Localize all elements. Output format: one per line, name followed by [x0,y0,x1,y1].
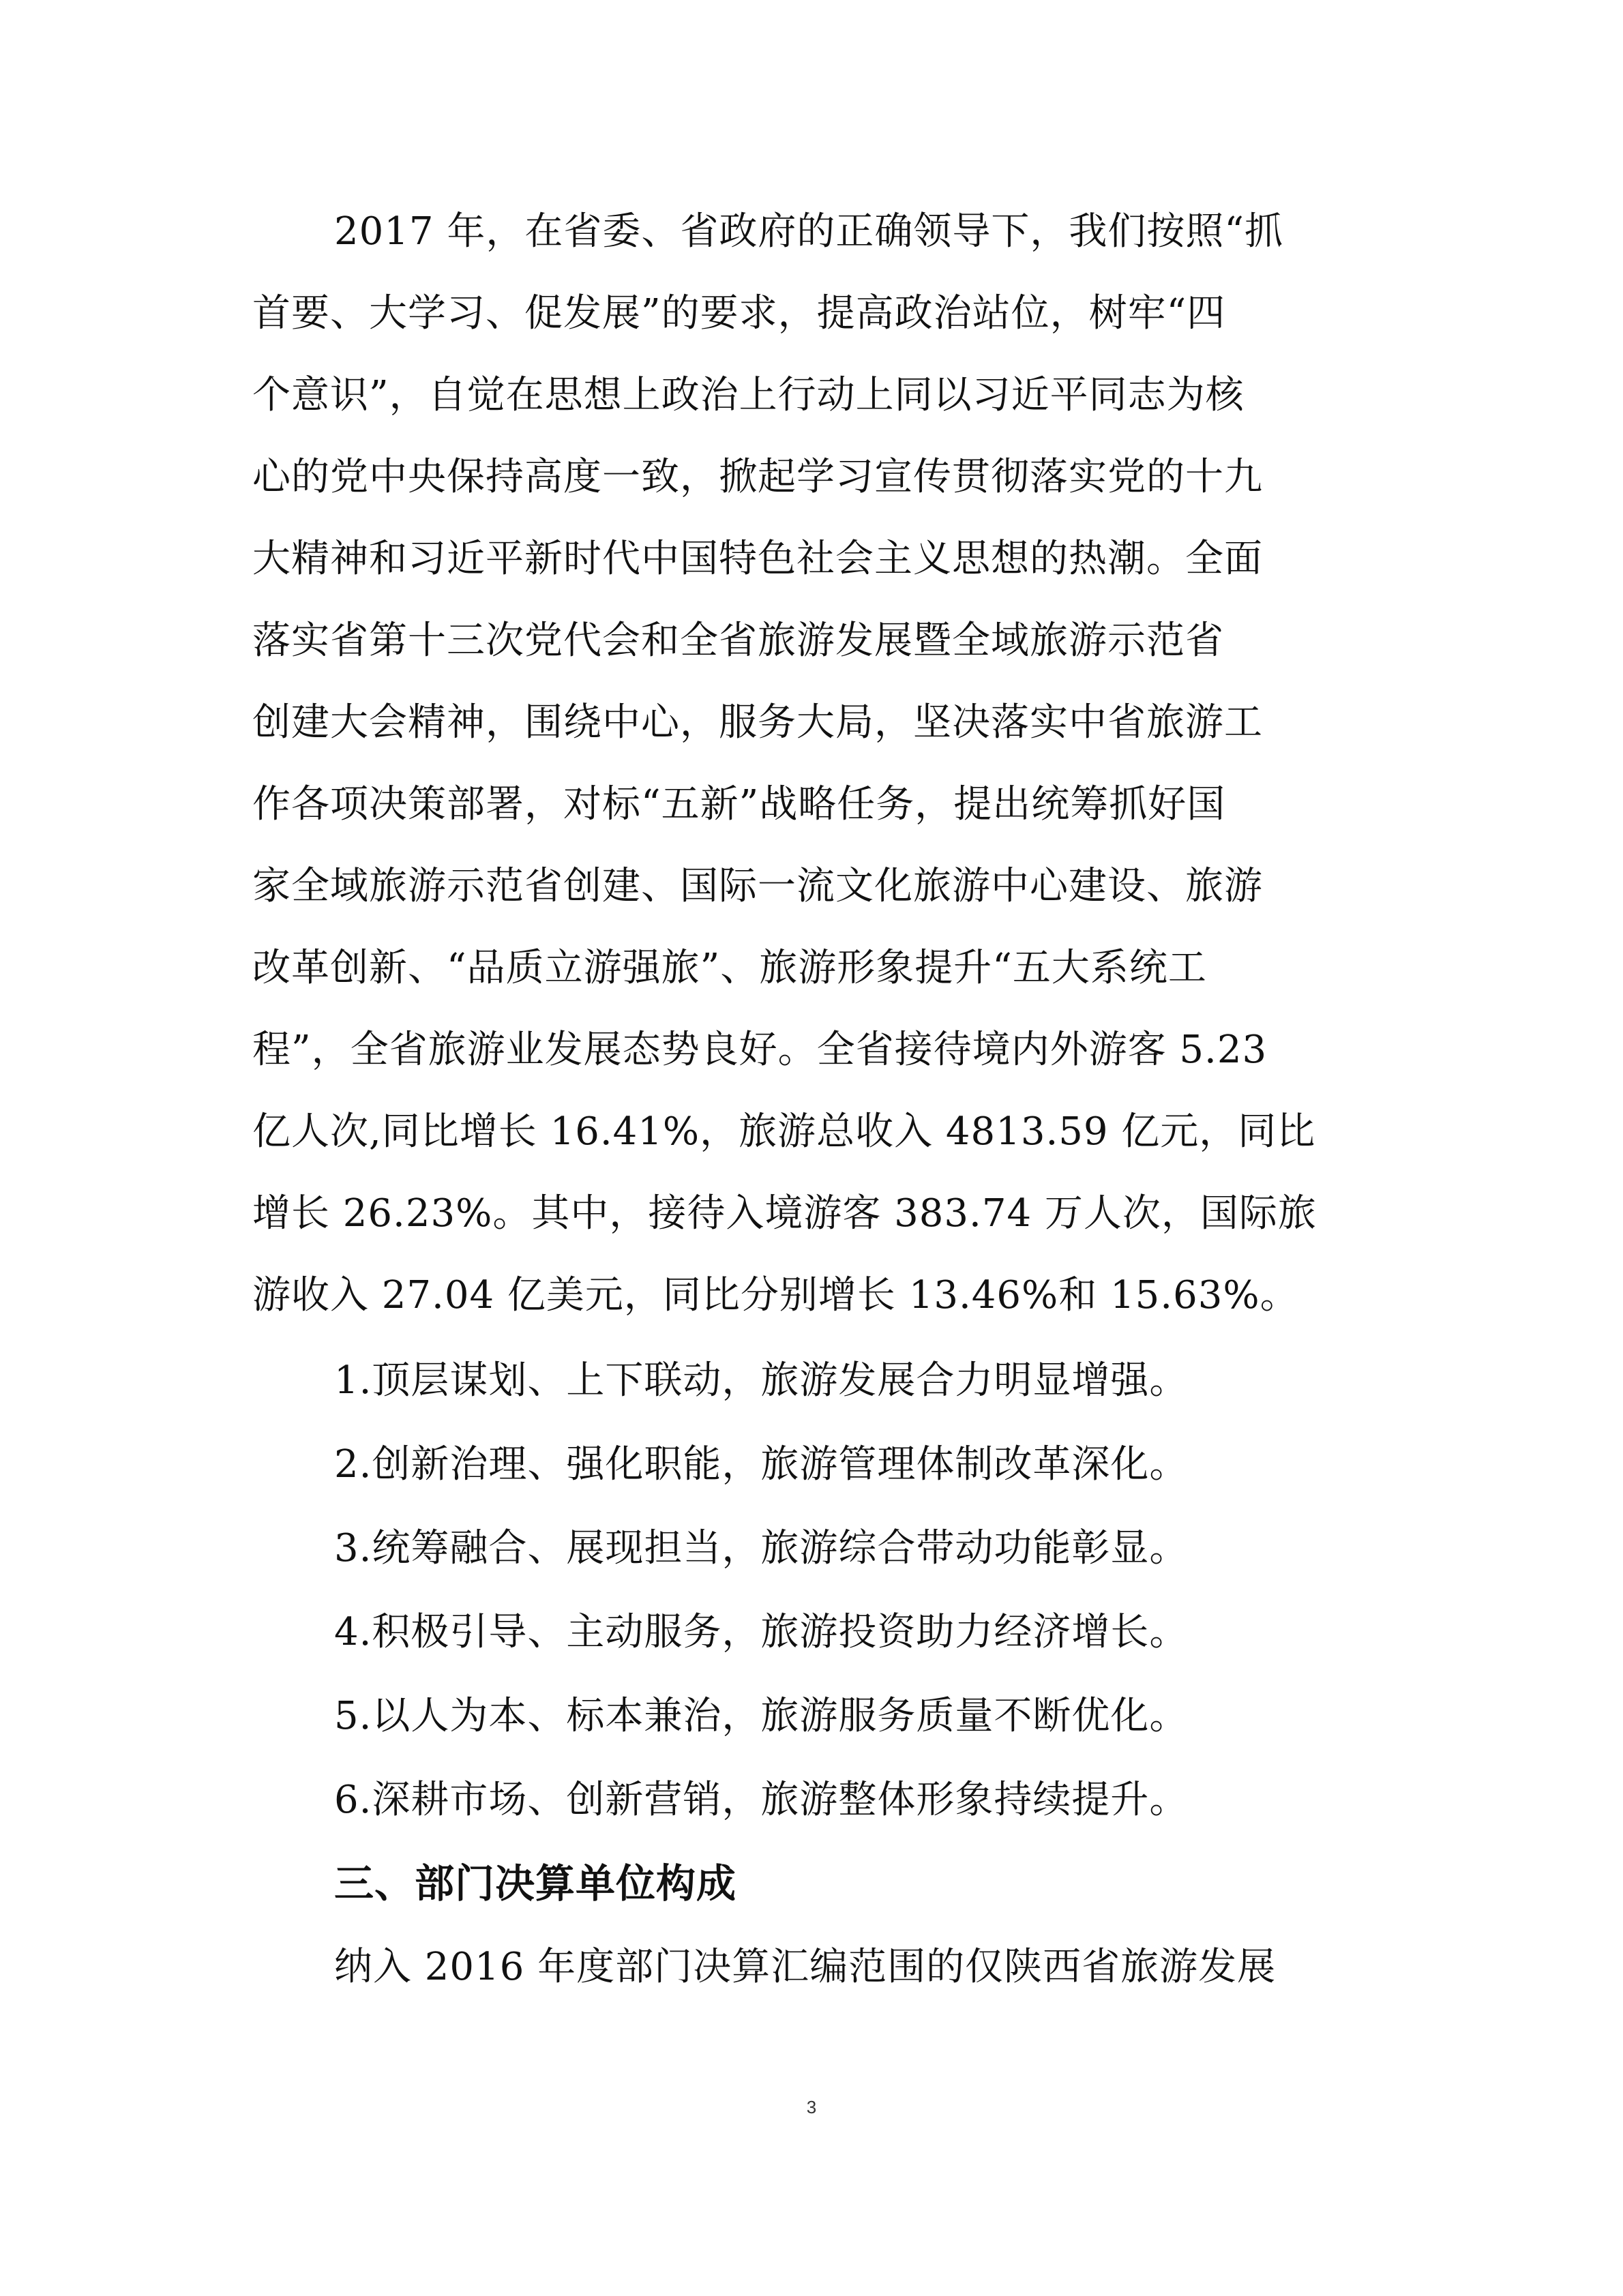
page-number: 3 [806,2097,817,2117]
paragraph-line: 2017 年，在省委、省政府的正确领导下，我们按照“抓 [334,209,1283,254]
section-heading: 三、部门决算单位构成 [334,1860,737,1907]
list-item: 4.积极引导、主动服务，旅游投资助力经济增长。 [334,1610,1189,1654]
paragraph-line: 程”，全省旅游业发展态势良好。全省接待境内外游客 5.23 [252,1028,1268,1072]
paragraph-line: 个意识”，自觉在思想上政治上行动上同以习近平同志为核 [252,373,1245,417]
paragraph-line: 纳入 2016 年度部门决算汇编范围的仅陕西省旅游发展 [334,1945,1277,1989]
list-item: 3.统筹融合、展现担当，旅游综合带动功能彰显。 [334,1526,1189,1570]
list-item: 6.深耕市场、创新营销，旅游整体形象持续提升。 [334,1778,1189,1822]
paragraph-line: 作各项决策部署，对标“五新”战略任务，提出统筹抓好国 [252,782,1226,826]
list-item: 5.以人为本、标本兼治，旅游服务质量不断优化。 [334,1694,1189,1738]
paragraph-line: 落实省第十三次党代会和全省旅游发展暨全域旅游示范省 [252,618,1224,663]
paragraph-line: 增长 26.23%。其中，接待入境游客 383.74 万人次，国际旅 [252,1191,1317,1236]
paragraph-line: 大精神和习近平新时代中国特色社会主义思想的热潮。全面 [252,537,1263,581]
paragraph-line: 游收入 27.04 亿美元，同比分别增长 13.46%和 15.63%。 [252,1273,1299,1317]
list-item: 2.创新治理、强化职能，旅游管理体制改革深化。 [334,1442,1189,1487]
paragraph-line: 首要、大学习、促发展”的要求，提高政治站位，树牢“四 [252,291,1226,336]
paragraph-line: 亿人次,同比增长 16.41%，旅游总收入 4813.59 亿元，同比 [252,1109,1316,1154]
paragraph-line: 心的党中央保持高度一致，掀起学习宣传贯彻落实党的十九 [252,455,1263,499]
list-item: 1.顶层谋划、上下联动，旅游发展合力明显增强。 [334,1358,1189,1403]
paragraph-line: 改革创新、“品质立游强旅”、旅游形象提升“五大系统工 [252,946,1207,990]
paragraph-line: 家全域旅游示范省创建、国际一流文化旅游中心建设、旅游 [252,864,1263,908]
paragraph-line: 创建大会精神，围绕中心，服务大局，坚决落实中省旅游工 [252,700,1263,745]
